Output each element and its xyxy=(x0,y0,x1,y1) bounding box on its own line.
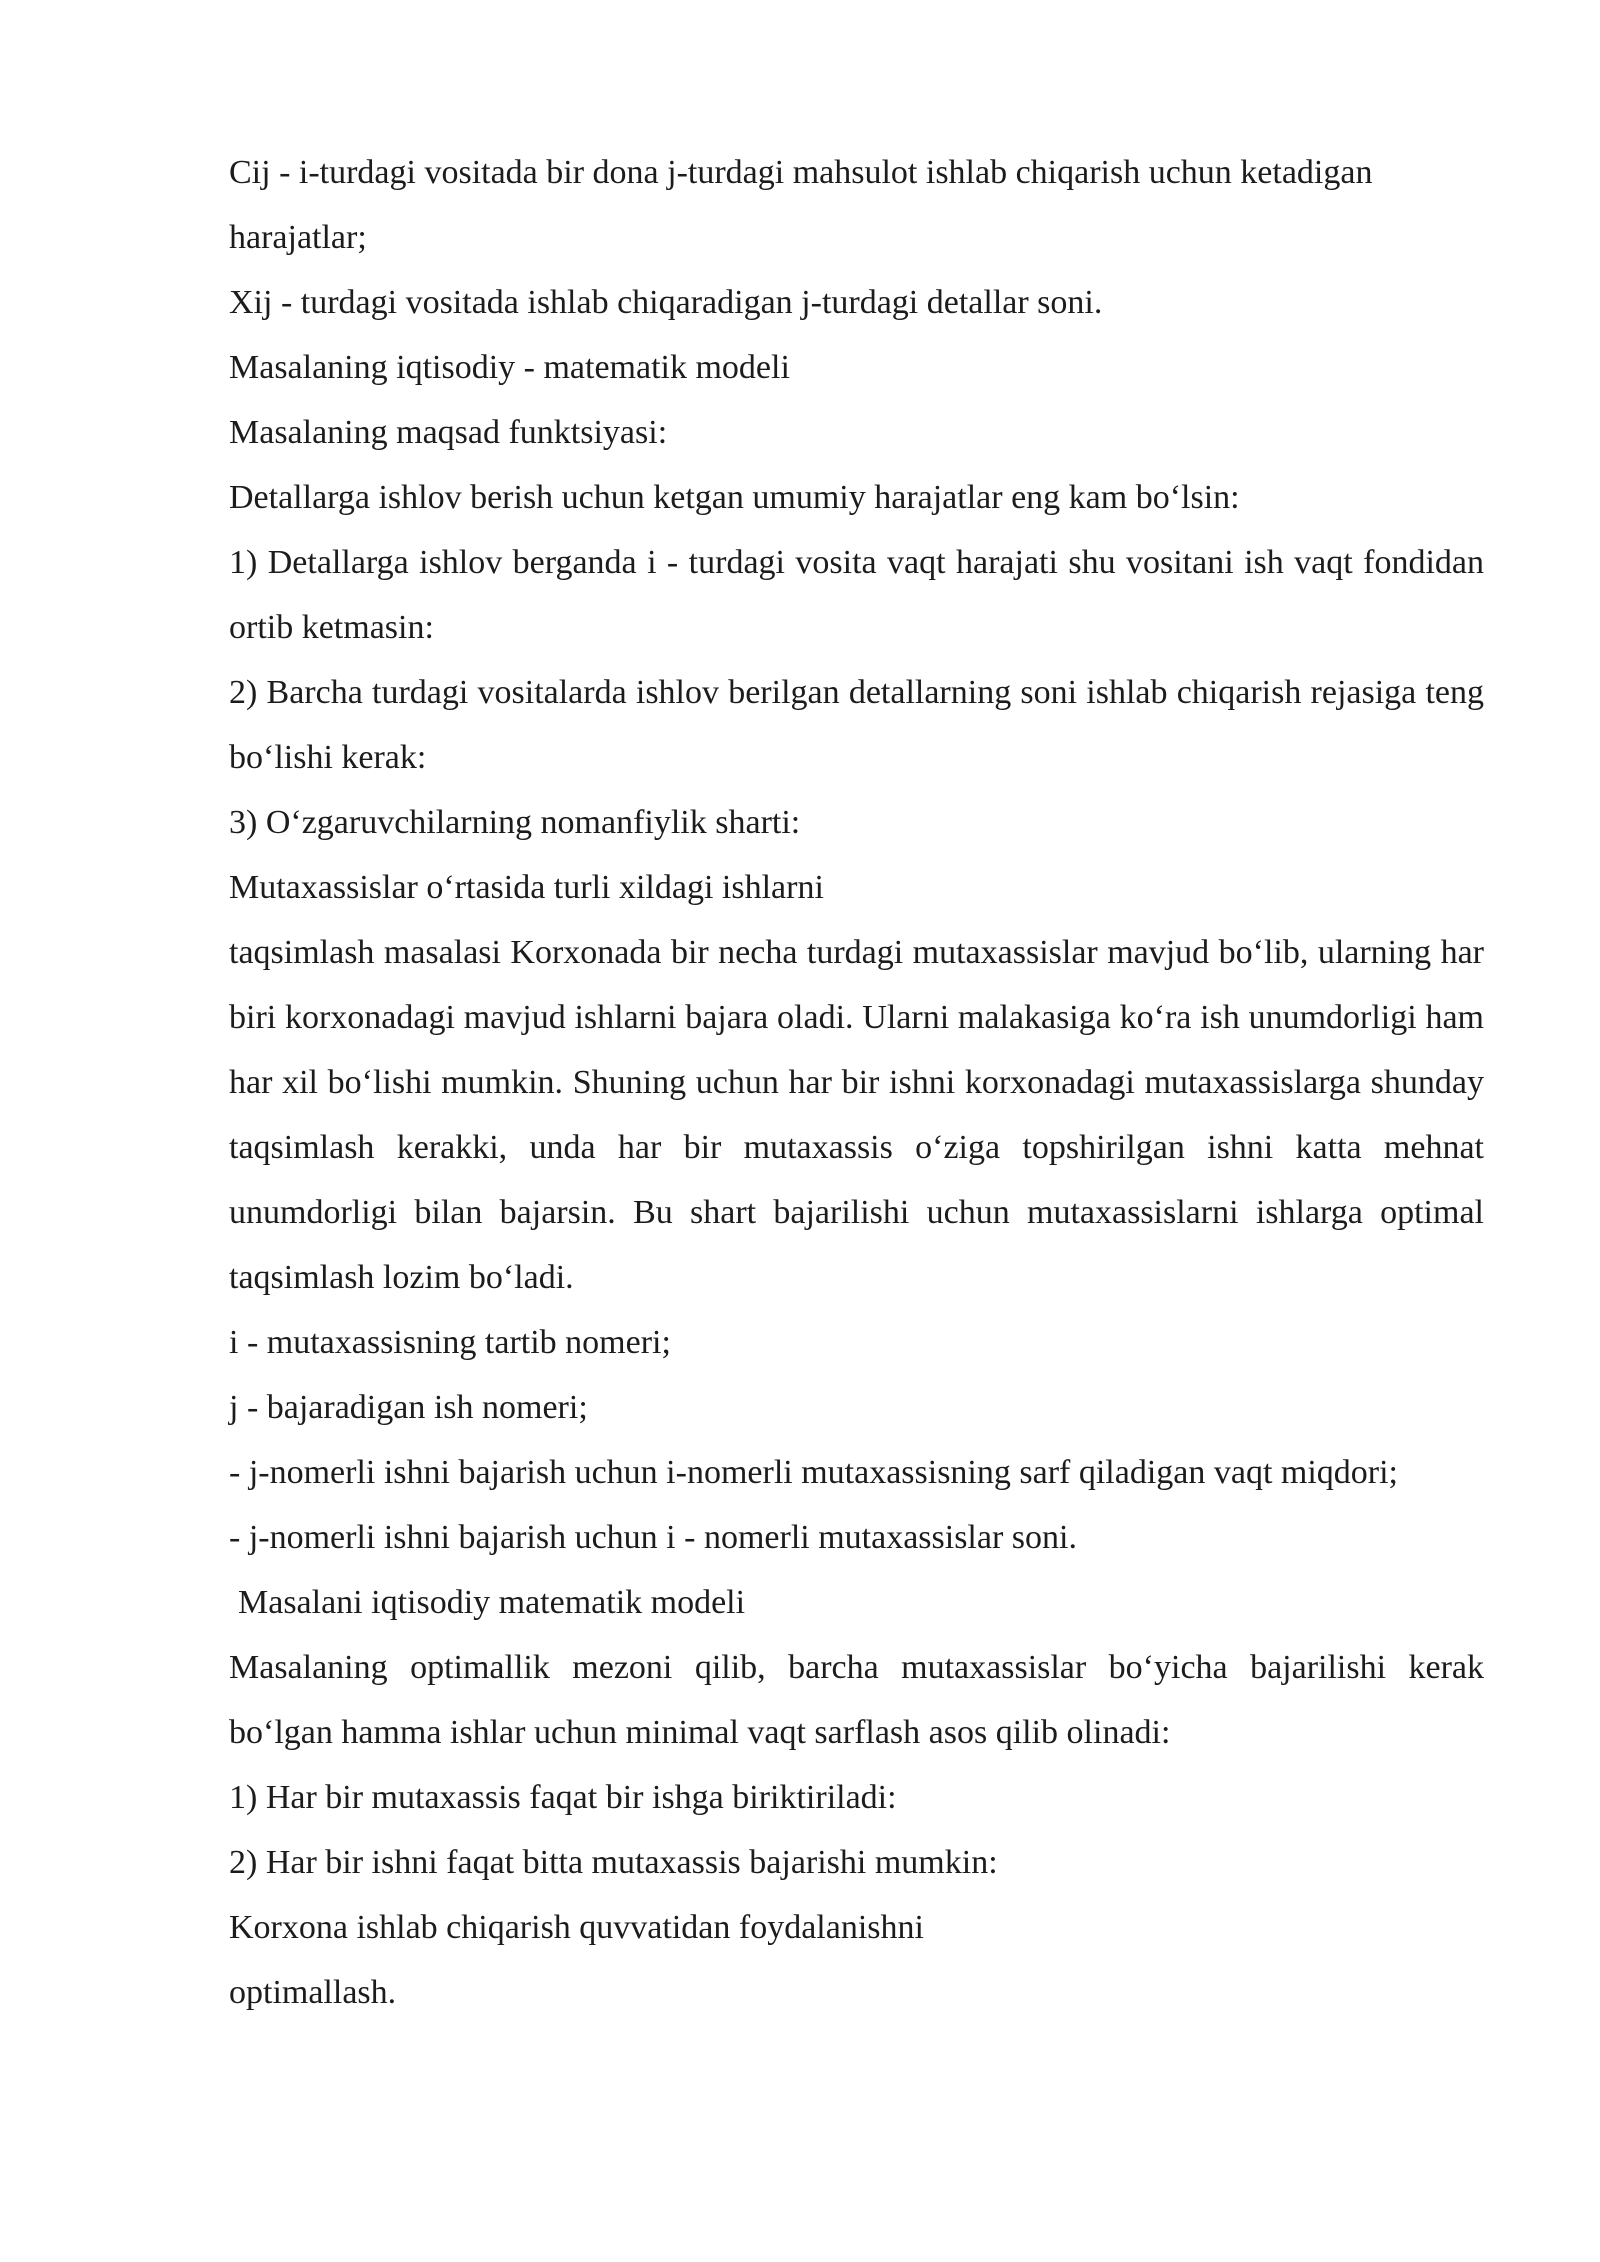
paragraph-assignment-description: taqsimlash masalasi Korxonada bir necha turdagi mutaxassislar mavjud bo‘lib, ularning har biri korxonadagi mavjud ishlarni bajara oladi. Ularni malakasiga ko‘ra ish unumdorligi ham har xil bo‘lishi mumkin. Shuning uchun har bir ishni korxonadagi mutaxassislarga shunday taqsimlash kerakki, unda har bir mutaxassis o‘ziga topshirilgan ishni katta mehnat unumdorligi bilan bajarsin. Bu shart bajarilishi uchun mutaxassislarni ishlarga optimal taqsimlash lozim bo‘ladi. xyxy=(229,934,1484,1296)
definition-time: - j-nomerli ishni bajarish uchun i-nomerli mutaxassisning sarf qiladigan vaqt miqdori; xyxy=(229,1454,1398,1491)
constraint-3: 3) O‘zgaruvchilarning nomanfiylik sharti: xyxy=(229,804,801,841)
heading-optimization: optimallash. xyxy=(229,1974,397,2011)
heading-economic-model: Masalaning iqtisodiy - matematik modeli xyxy=(229,349,790,386)
paragraph-xij-definition: Xij - turdagi vositada ishlab chiqaradigan j-turdagi detallar soni. xyxy=(229,284,1103,321)
assignment-constraint-2: 2) Har bir ishni faqat bitta mutaxassis bajarishi mumkin: xyxy=(229,1844,998,1881)
definition-j: j - bajaradigan ish nomeri; xyxy=(229,1389,588,1426)
heading-objective-function: Masalaning maqsad funktsiyasi: xyxy=(229,414,668,451)
heading-capacity-utilization: Korxona ishlab chiqarish quvvatidan foydalanishni xyxy=(229,1909,924,1946)
heading-assignment-model: Masalani iqtisodiy matematik modeli xyxy=(238,1584,746,1621)
constraint-1: 1) Detallarga ishlov berganda i - turdagi vosita vaqt harajati shu vositani ish vaqt fondidan ortib ketmasin: xyxy=(229,544,1484,646)
definition-i: i - mutaxassisning tartib nomeri; xyxy=(229,1324,671,1361)
assignment-constraint-1: 1) Har bir mutaxassis faqat bir ishga biriktiriladi: xyxy=(229,1779,897,1816)
paragraph-objective-statement: Detallarga ishlov berish uchun ketgan umumiy harajatlar eng kam bo‘lsin: xyxy=(229,479,1240,516)
definition-count: - j-nomerli ishni bajarish uchun i - nomerli mutaxassislar soni. xyxy=(229,1519,1077,1556)
paragraph-optimality-criterion: Masalaning optimallik mezoni qilib, barcha mutaxassislar bo‘yicha bajarilishi kerak bo‘lgan hamma ishlar uchun minimal vaqt sarflash asos qilib olinadi: xyxy=(229,1649,1484,1751)
paragraph-cij-definition: Cij - i-turdagi vositada bir dona j-turdagi mahsulot ishlab chiqarish uchun ketadigan harajatlar; xyxy=(229,154,1373,256)
document-body xyxy=(229,140,1484,2025)
constraint-2: 2) Barcha turdagi vositalarda ishlov berilgan detallarning soni ishlab chiqarish rejasiga teng bo‘lishi kerak: xyxy=(229,674,1484,776)
heading-assignment-problem: Mutaxassislar o‘rtasida turli xildagi ishlarni xyxy=(229,869,824,906)
